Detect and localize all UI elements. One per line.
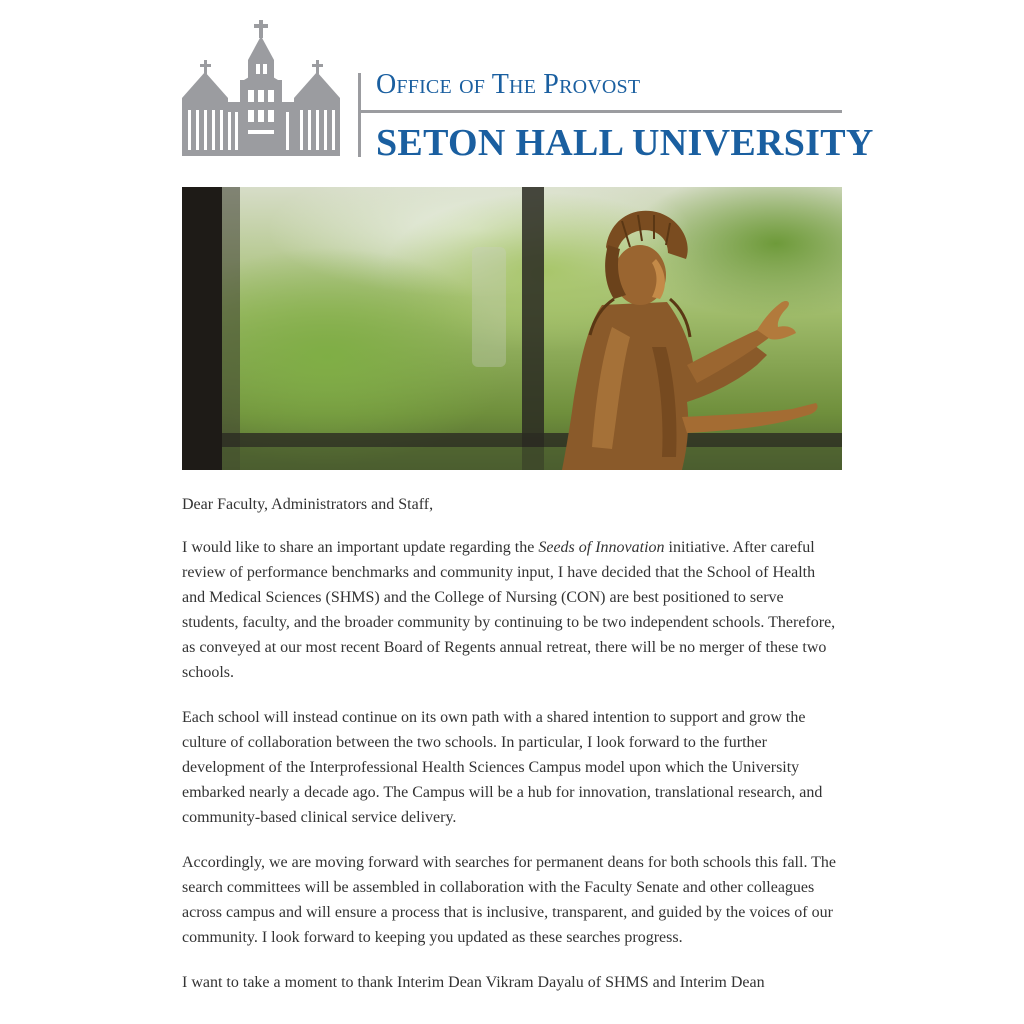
letter-body bbox=[182, 470, 842, 995]
statue-photo-illustration bbox=[182, 187, 842, 470]
letter-greeting: Dear Faculty, Administrators and Staff, bbox=[182, 496, 434, 513]
letter-paragraph-1 bbox=[182, 535, 842, 685]
email-content bbox=[182, 0, 874, 1015]
letter-paragraph-4: I want to take a moment to thank Interim Dean Vikram Dayalu of SHMS and Interim Dean bbox=[182, 974, 765, 991]
p1-before: I would like to share an important update regarding the bbox=[182, 539, 539, 556]
letter-paragraph-2: Each school will instead continue on its own path with a shared intention to support and grow the culture of collaboration between the two schools. In particular, I look forward to the further development of the Interprofessional Health Sciences Campus model upon which the University embarked nearly a decade ago. The Campus will be a hub for innovation, translational research, and community-based clinical service delivery. bbox=[182, 709, 823, 826]
chapel-building-icon bbox=[182, 18, 342, 158]
provost-header bbox=[182, 0, 874, 187]
logo-divider-vertical bbox=[358, 73, 361, 157]
statue-photo bbox=[182, 187, 842, 470]
letter-paragraph-3: Accordingly, we are moving forward with searches for permanent deans for both schools this fall. The search committees will be assembled in collaboration with the Faculty Senate and other colleagues across campus and will ensure a process that is inclusive, transparent, and guided by the voices of our community. I look forward to keeping you updated as these searches progress. bbox=[182, 854, 837, 946]
university-name: SETON HALL UNIVERSITY bbox=[376, 122, 874, 164]
logo-divider-horizontal bbox=[358, 110, 842, 113]
p1-after: initiative. After careful review of performance benchmarks and community input, I have decided that the School of Health and Medical Sciences (SHMS) and the College of Nursing (CON) are best positioned to serve students, faculty, and the broader community by continuing to be two independent schools. Therefore, as conveyed at our most recent Board of Regents annual retreat, there will be no merger of these two schools. bbox=[182, 539, 836, 681]
office-title: Office of The Provost bbox=[376, 69, 641, 100]
initiative-name: Seeds of Innovation bbox=[538, 539, 665, 556]
